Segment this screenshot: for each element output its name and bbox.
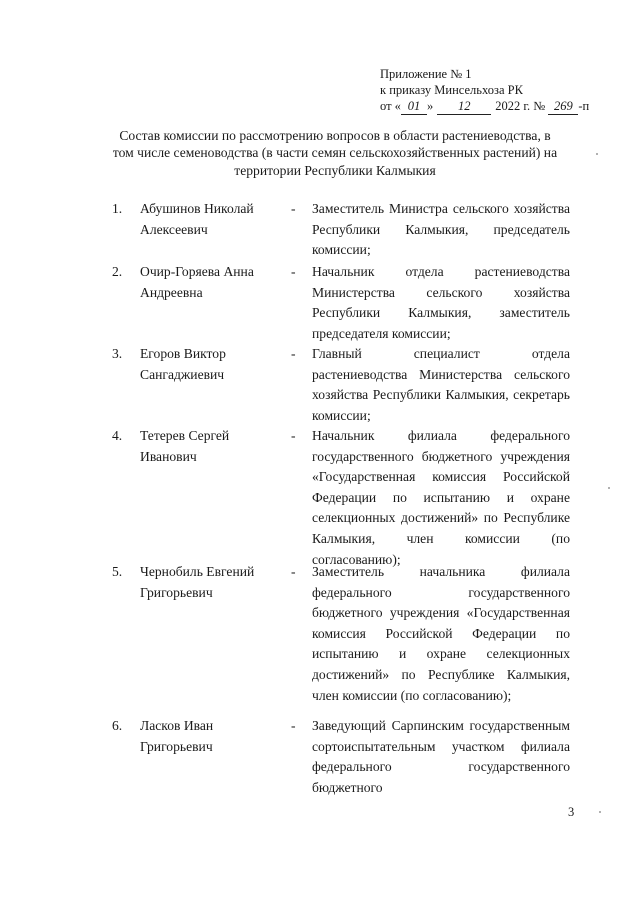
member-position: Заведующий Сарпинским государственным сортоиспытательным участком филиала федерального государственного бюджетного [312, 718, 570, 795]
title-line-1: Состав комиссии по рассмотрению вопросов в области растениеводства, в [119, 128, 551, 143]
member-name-line-2: Алексеевич [140, 221, 208, 237]
member-position: Начальник отдела растениеводства Министерства сельского хозяйства Республики Калмыкия, заместитель председателя комиссии; [312, 264, 570, 341]
member-name-line-1: Чернобиль Евгений [140, 564, 255, 579]
member-name-line-2: Григорьевич [140, 738, 213, 754]
order-suffix: -п [578, 99, 590, 113]
member-position: Заместитель Министра сельского хозяйства Республики Калмыкия, председатель комиссии; [312, 201, 570, 258]
member-name [140, 262, 290, 303]
member-name [140, 199, 290, 240]
member-number: 4. [112, 428, 123, 443]
member-name-line-2: Григорьевич [140, 584, 213, 600]
member-number: 3. [112, 346, 123, 361]
document-title [100, 127, 570, 179]
member-name-line-1: Абушинов Николай [140, 201, 254, 216]
member-number: 5. [112, 564, 123, 579]
member-name-line-2: Андреевна [140, 284, 203, 300]
appendix-line-2: к приказу Минсельхоза РК [380, 83, 523, 97]
handwritten-day: 01 [401, 98, 427, 115]
member-position: Начальник филиала федерального государственного бюджетного учреждения «Государственная комиссия Российской Федерации по испытанию и охране селекционных достижений» по Республике Калмыкия, член комиссии (по согласованию); [312, 428, 570, 567]
page-number: 3 [568, 805, 575, 819]
member-number: 6. [112, 718, 123, 733]
date-prefix: от « [380, 99, 401, 113]
member-name-line-2: Иванович [140, 448, 197, 464]
appendix-line-1: Приложение № 1 [380, 67, 472, 81]
appendix-header [380, 66, 589, 115]
member-name [140, 716, 290, 757]
member-number: 2. [112, 264, 123, 279]
appendix-line-3 [380, 98, 589, 115]
scan-speck [599, 811, 601, 813]
member-number: 1. [112, 201, 123, 216]
handwritten-month: 12 [437, 98, 491, 115]
member-name-line-1: Ласков Иван [140, 718, 214, 733]
date-mid: » [426, 99, 434, 113]
handwritten-order-number: 269 [548, 98, 578, 115]
title-line-3: территории Республики Калмыкия [234, 162, 436, 178]
scan-speck [596, 153, 598, 155]
scan-speck [608, 487, 610, 489]
member-dash: - [291, 201, 296, 216]
member-name-line-1: Тетерев Сергей [140, 428, 230, 443]
date-year: 2022 г. № [495, 99, 546, 113]
member-dash: - [291, 564, 296, 579]
member-dash: - [291, 264, 296, 279]
member-name-line-1: Очир-Горяева Анна [140, 264, 254, 279]
member-name-line-1: Егоров Виктор [140, 346, 226, 361]
member-name [140, 426, 290, 467]
member-dash: - [291, 718, 296, 733]
title-line-2: том числе семеноводства (в части семян сельскохозяйственных растений) на [112, 145, 558, 161]
member-name-line-2: Сангаджиевич [140, 366, 225, 382]
member-name [140, 562, 290, 603]
member-dash: - [291, 346, 296, 361]
member-name [140, 344, 290, 385]
member-position: Главный специалист отдела растениеводства Министерства сельского хозяйства Республики Калмыкия, секретарь комиссии; [312, 346, 570, 423]
member-dash: - [291, 428, 296, 443]
member-position: Заместитель начальника филиала федерального государственного бюджетного учреждения «Государственная комиссия Российской Федерации по испытанию и охране селекционных достижений» по Республике Калмыкия, член комиссии (по согласованию); [312, 564, 570, 703]
